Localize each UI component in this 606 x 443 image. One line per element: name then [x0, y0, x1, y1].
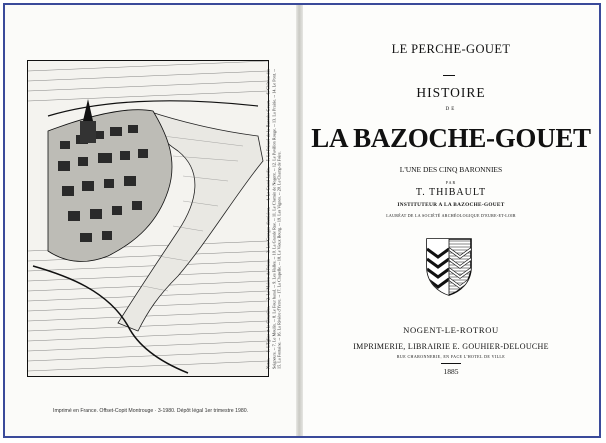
divider-rule — [443, 75, 455, 76]
divider-rule-small — [441, 363, 461, 364]
book-gutter — [296, 5, 303, 436]
author-role: INSTITUTEUR A LA BAZOCHE-GOUET — [397, 202, 505, 208]
book-title: LA BAZOCHE-GOUET — [311, 123, 591, 153]
heraldic-shield-icon — [425, 237, 473, 297]
engraving-caption — [255, 63, 293, 375]
village-engraving — [27, 60, 269, 377]
imprint-line: Imprimé en France. Offset-Copit Montrouge · 3-1980. Dépôt légal 1er trimestre 1980. — [53, 408, 249, 414]
publisher-name: IMPRIMERIE, LIBRAIRIE E. GOUHIER-DELOUCHE — [353, 342, 549, 351]
book-subtitle: L'UNE DES CINQ BARONNIES — [399, 165, 503, 174]
publication-year: 1885 — [443, 367, 459, 376]
histoire-heading: HISTOIRE — [416, 85, 486, 100]
par-label: PAR — [445, 180, 457, 185]
publisher-city: NOGENT-LE-ROTROU — [403, 325, 499, 335]
publisher-address: RUE CHARONNERIE, EN FACE L'HOTEL DE VILLE — [396, 354, 506, 359]
author-award: LAURÉAT DE LA SOCIÉTÉ ARCHÉOLOGIQUE D'EURE-ET-LOIR — [386, 213, 516, 218]
right-page — [303, 5, 599, 436]
series-title: LE PERCHE-GOUET — [391, 42, 511, 56]
left-page — [5, 5, 297, 436]
caption-text: Notes. -- 1. L'Eglise et le Cimetière. -- 2. La Maison du Prieur. -- 3. Les Granges dixmiaires. -- 4. Le Grand Jardin. -- 5. Le Prieuré de la Bazoche-Gouet. -- 6. Château des Seigneurs. -- 7. Le Moulin. -- 8. Le Four banal. -- 9. Les Halles. -- 10. La Grande Rue. -- 11. Le Chemin de Nogent. -- 12. Le Pavillon Rouge. -- 13. La Prairie. -- 14. Le Pont. -- 15. La Fontaine. -- 16. La Rivière d'Yerre. -- 17. La Chapelle. -- 18. Le Vieux Bourg. -- 19. Les Vignes. -- 20. Le Champ de Foire. — [265, 69, 282, 369]
de-label: DE — [445, 107, 457, 112]
author-name: T. THIBAULT — [415, 187, 487, 198]
